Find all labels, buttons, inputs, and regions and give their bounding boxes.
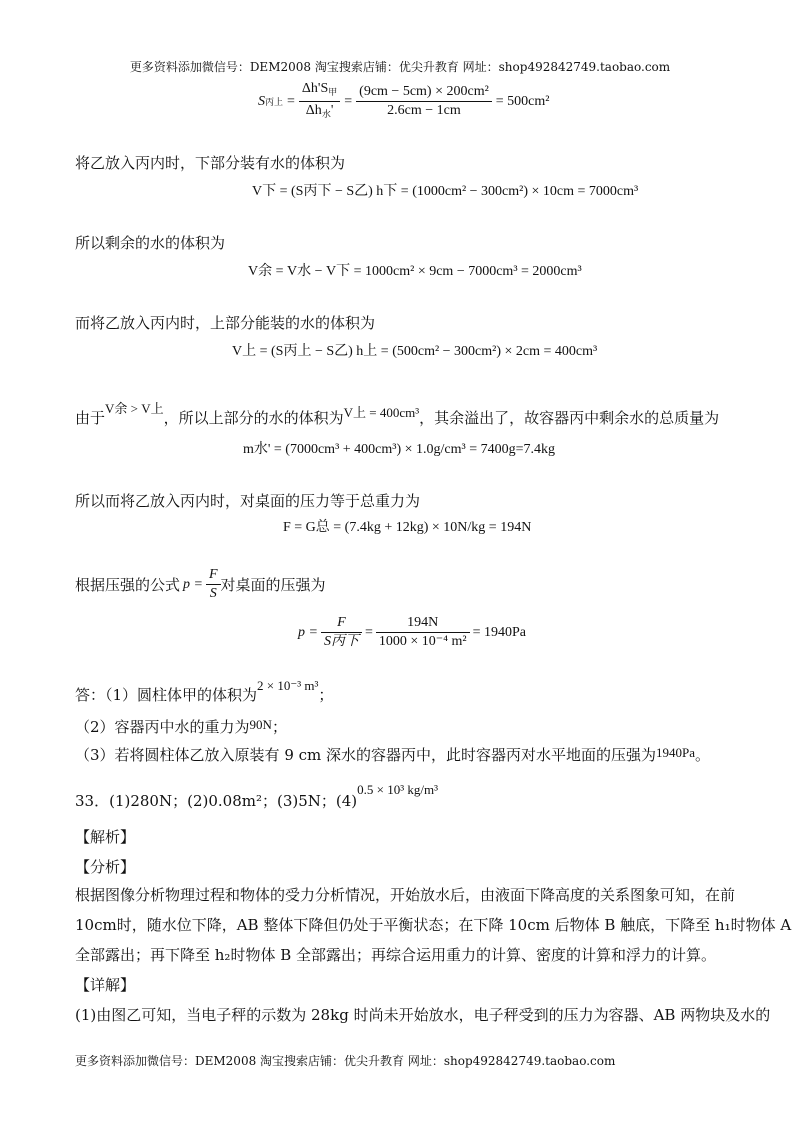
page-header: 更多资料添加微信号：DEM2008 淘宝搜索店铺：优尖升教育 网址：shop492842749.taobao.com bbox=[129, 60, 671, 74]
equation-v-upper: V上 = (S丙上 − S乙) h上 = (500cm² − 300cm²) × 2cm = 400cm³ bbox=[232, 344, 598, 359]
equation-pressure: p = $\frac{F}{\text{S丙下}}$ = $\frac{194N}{\text{1000 × 10⁻⁴ m²}}$ = 1940Pa bbox=[298, 615, 527, 649]
analysis-line-1: 根据图像分析物理过程和物体的受力分析情况，开始放水后，由液面下降高度的关系图象可知，在前 bbox=[75, 886, 736, 904]
paragraph-upper-volume: 而将乙放入丙内时，上部分能装的水的体积为 bbox=[75, 314, 376, 332]
equation-water-mass: m水' = (7000cm³ + 400cm³) × 1.0g/cm³ = 7400g=7.4kg bbox=[243, 442, 556, 457]
equation-s-bing-shang: S 丙上 = $\frac{\Delta h'S_甲}{\Delta h_水'}$ = $\frac{\text{(9cm − 5cm) × 200cm²}}{2.6cm - 1cm}$ = 500cm² bbox=[258, 81, 550, 119]
answer-2: （2）容器丙中水的重力为90N； bbox=[75, 717, 287, 736]
paragraph-pressure-formula: 根据压强的公式 p = $\frac{F}{S}$ 对桌面的压强为 bbox=[75, 567, 326, 601]
equation-v-remaining: V余 = V水 − V下 = 1000cm² × 9cm − 7000cm³ = 2000cm³ bbox=[248, 264, 582, 279]
equation-v-lower: V下 = (S丙下 − S乙) h下 = (1000cm² − 300cm²) × 10cm = 7000cm³ bbox=[252, 184, 639, 199]
paragraph-remaining-water: 所以剩余的水的体积为 bbox=[75, 234, 226, 252]
paragraph-lower-volume: 将乙放入丙内时，下部分装有水的体积为 bbox=[75, 154, 346, 172]
detail-line-1: (1)由图乙可知，当电子秤的示数为 28kg 时尚未开始放水，电子秤受到的压力为容器、AB 两物块及水的 bbox=[75, 1006, 771, 1024]
answer-3: （3）若将圆柱体乙放入原装有 9 cm 深水的容器丙中，此时容器丙对水平地面的压强为1940Pa。 bbox=[75, 745, 711, 764]
paragraph-overflow: 由于V余 > V上，所以上部分的水的体积为V上 = 400cm³，其余溢出了，故容器丙中剩余水的总质量为 bbox=[75, 401, 720, 427]
question-33-answers: 33．(1)280N；(2)0.08m²；(3)5N；(4)0.5 × 10³ kg/m³ bbox=[75, 782, 438, 810]
analysis-line-3: 全部露出；再下降至 h₂时物体 B 全部露出；再综合运用重力的计算、密度的计算和浮力的计算。 bbox=[75, 946, 717, 964]
page-footer: 更多资料添加微信号：DEM2008 淘宝搜索店铺：优尖升教育 网址：shop492842749.taobao.com bbox=[75, 1054, 616, 1068]
paragraph-total-weight: 所以而将乙放入丙内时，对桌面的压力等于总重力为 bbox=[75, 492, 421, 510]
section-jiexi: 【解析】 bbox=[75, 828, 136, 846]
equation-force: F = G总 = (7.4kg + 12kg) × 10N/kg = 194N bbox=[283, 520, 532, 535]
section-fenxi: 【分析】 bbox=[75, 858, 136, 876]
analysis-line-2: 10cm时，随水位下降，AB 整体下降但仍处于平衡状态；在下降 10cm 后物体 B 触底，下降至 h₁时物体 A bbox=[75, 916, 792, 934]
section-xiangjie: 【详解】 bbox=[75, 976, 136, 994]
answer-1: 答：（1）圆柱体甲的体积为2 × 10⁻³ m³； bbox=[75, 678, 334, 704]
